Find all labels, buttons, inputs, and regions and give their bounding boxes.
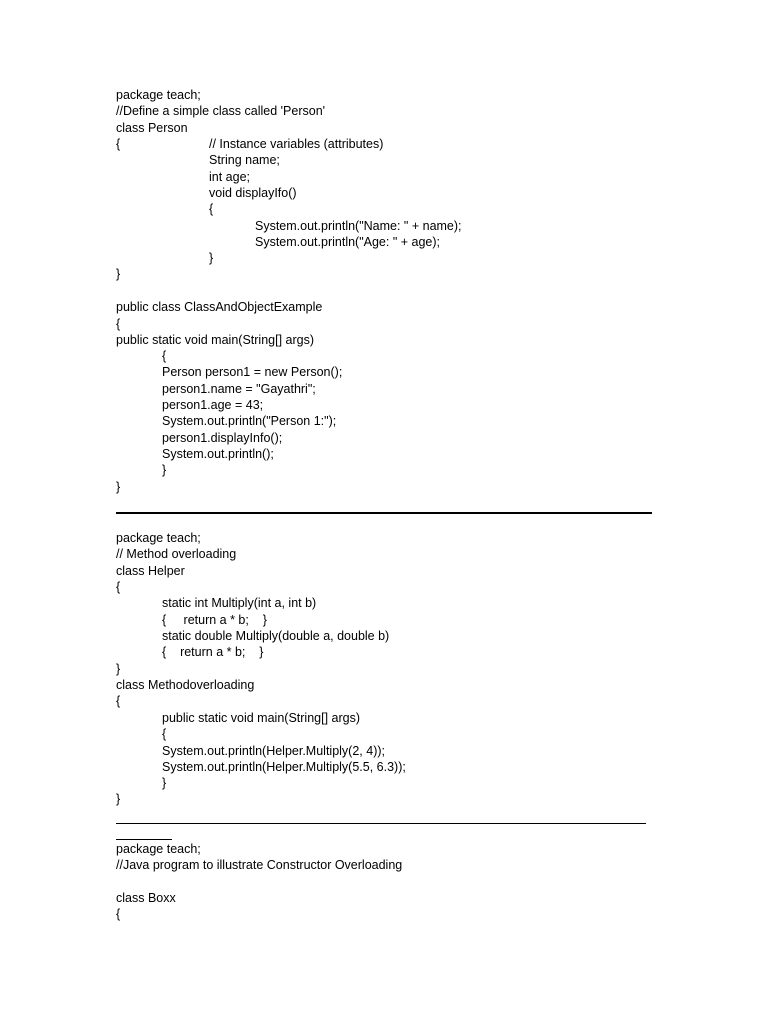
code-line: person1.displayInfo(); [162,431,283,445]
code-line: // Instance variables (attributes) [209,137,384,151]
code-line: { [116,907,121,921]
code-line: } [209,251,214,265]
code-line: } [162,776,167,790]
code-line: System.out.println(Helper.Multiply(5.5, 6.3)); [162,760,406,774]
code-line: { return a * b; } [162,613,267,627]
code-line: { [162,727,167,741]
code-line: { [209,202,214,216]
code-line: static int Multiply(int a, int b) [162,596,317,610]
code-line: int age; [209,170,251,184]
code-line: Person person1 = new Person(); [162,365,343,379]
code-line: package teach; [116,531,201,545]
code-line: } [116,267,121,281]
code-line: { [116,694,121,708]
code-line: // Method overloading [116,547,237,561]
code-line: } [116,792,121,806]
code-line: person1.name = "Gayathri"; [162,382,316,396]
code-line: System.out.println("Age: " + age); [255,235,441,249]
code-line: System.out.println(Helper.Multiply(2, 4)); [162,744,385,758]
section-divider-continuation [116,839,172,840]
code-line: System.out.println("Name: " + name); [255,219,462,233]
code-line: package teach; [116,842,201,856]
code-line: class Person [116,121,188,135]
code-line: class Helper [116,564,185,578]
code-line: static double Multiply(double a, double b) [162,629,390,643]
section-divider [116,823,646,824]
code-line: String name; [209,153,280,167]
code-line: } [162,463,167,477]
code-line: package teach; [116,88,201,102]
code-line: class Boxx [116,891,176,905]
code-line: { [116,137,121,151]
code-line: } [116,480,121,494]
code-line: public static void main(String[] args) [162,711,360,725]
code-line: { return a * b; } [162,645,264,659]
code-line: void displayIfo() [209,186,297,200]
code-line: public class ClassAndObjectExample [116,300,323,314]
section-divider [116,512,652,514]
code-line: System.out.println("Person 1:"); [162,414,337,428]
code-line: //Java program to illustrate Constructor Overloading [116,858,403,872]
code-line: person1.age = 43; [162,398,264,412]
code-line: { [116,580,121,594]
code-line: } [116,662,121,676]
code-line: //Define a simple class called 'Person' [116,104,326,118]
code-line: { [162,349,167,363]
code-line: { [116,317,121,331]
code-line: System.out.println(); [162,447,274,461]
code-line: class Methodoverloading [116,678,255,692]
code-line: public static void main(String[] args) [116,333,314,347]
